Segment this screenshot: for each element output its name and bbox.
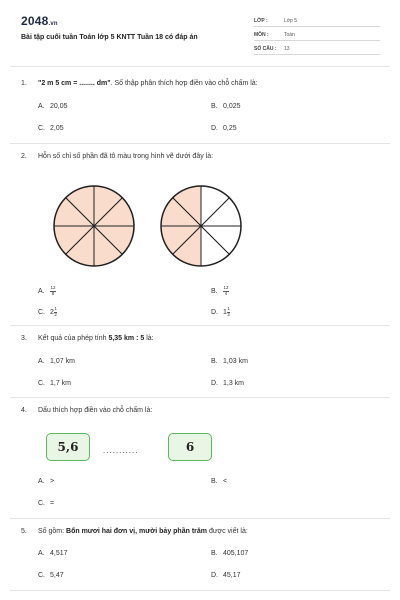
question-number: 1. [21,80,27,87]
worksheet-header [0,0,400,62]
option-c[interactable] [38,125,64,132]
option-letter: A. [38,478,45,485]
option-text: 20,05 [50,103,68,110]
option-text: 1,03 km [223,358,248,365]
option-letter: D. [211,125,218,132]
option-text: 1,07 km [50,358,75,365]
question-text: Số gồm: [38,528,67,535]
option-letter: D. [211,572,218,579]
question-3-stem [21,335,154,342]
logo-suffix: .vn [48,21,58,27]
site-logo[interactable] [21,14,58,28]
header-divider [10,66,390,67]
option-letter: C. [38,308,45,316]
option-letter: C. [38,572,45,579]
option-a[interactable] [38,286,56,296]
option-a[interactable] [38,550,68,557]
option-letter: B. [211,478,218,485]
option-letter: A. [38,550,45,557]
question-number: 5. [21,528,27,535]
option-text: 4,517 [50,550,68,557]
option-d[interactable] [211,307,230,317]
option-letter: C. [38,500,45,507]
meta-label: SỐ CÂU : [254,46,277,52]
option-letter: B. [211,287,218,295]
question-number: 4. [21,407,27,414]
option-b[interactable] [211,478,227,485]
question-2-stem [21,153,213,160]
logo-text: 2048 [21,14,49,28]
option-text: > [50,478,55,485]
option-letter: D. [211,380,218,387]
option-d[interactable] [211,125,237,132]
option-letter: B. [211,358,218,365]
option-letter: B. [211,550,218,557]
fraction-numerator: 1 [54,306,57,311]
option-letter: D. [211,308,218,316]
question-number: 3. [21,335,27,342]
option-a[interactable] [38,478,54,485]
fraction [223,286,229,296]
option-letter: B. [211,103,218,110]
circle-right [161,186,241,266]
option-b[interactable] [211,550,248,557]
fraction-numerator: 12 [50,285,56,290]
meta-row-subject [254,28,380,41]
option-text: 1,7 km [50,380,72,387]
option-b[interactable] [211,286,229,296]
option-text: 405,107 [223,550,249,557]
option-text: 1,3 km [223,380,245,387]
page-title: Bài tập cuối tuần Toán lớp 5 KNTT Tuần 18 có đáp án [21,34,198,41]
fraction [54,307,58,317]
option-c[interactable] [38,572,64,579]
meta-row-class [254,14,380,27]
option-a[interactable] [38,103,68,110]
fraction-numerator: 12 [223,285,229,290]
question-5-stem [21,528,248,535]
meta-value: Toán [284,32,295,38]
question-divider [10,518,390,519]
question-divider [10,397,390,398]
compare-right-box: 6 [168,433,212,461]
option-text: 2,05 [50,125,64,132]
option-letter: C. [38,125,45,132]
fraction-circles-figure [48,180,258,270]
option-c[interactable] [38,307,57,317]
option-text: 0,025 [223,103,241,110]
question-text: . Số thập phân thích hợp điền vào chỗ chấm là: [110,80,258,87]
option-b[interactable] [211,103,241,110]
option-c[interactable] [38,500,54,507]
fraction [227,307,231,317]
question-number: 2. [21,153,27,160]
question-divider [10,325,390,326]
fraction-denominator: 8 [51,290,55,296]
question-text: Kết quả của phép tính [38,335,109,342]
fraction [50,286,56,296]
option-letter: A. [38,103,45,110]
question-text: là: [144,335,154,342]
option-text: = [50,500,55,507]
question-1-stem [21,80,258,87]
meta-label: LỚP : [254,18,268,24]
option-d[interactable] [211,572,241,579]
meta-value: Lớp 5 [284,18,298,24]
option-d[interactable] [211,380,244,387]
option-letter: A. [38,358,45,365]
option-a[interactable] [38,358,75,365]
comparison-blank: ........... [103,446,139,455]
option-letter: A. [38,287,45,295]
fraction-denominator: 2 [54,311,57,317]
question-4-stem [21,407,152,414]
option-c[interactable] [38,380,71,387]
option-text: < [223,478,228,485]
meta-row-count [254,42,380,55]
fraction-numerator: 1 [227,306,230,311]
question-emphasis: "2 m 5 cm = ........ dm" [38,80,111,87]
mixed-whole: 1 [223,308,227,316]
option-text: 5,47 [50,572,64,579]
fraction-denominator: 2 [227,311,230,317]
option-text: 0,25 [223,125,237,132]
meta-value: 13 [284,46,290,52]
option-b[interactable] [211,358,248,365]
fraction-denominator: 4 [224,290,228,296]
question-divider [10,590,390,591]
question-text: Hỗn số chỉ số phần đã tô màu trong hình vẽ dưới đây là: [38,153,214,160]
meta-label: MÔN : [254,32,269,38]
option-text: 45,17 [223,572,241,579]
compare-left-box: 5,6 [46,433,90,461]
question-text: được viết là: [207,528,248,535]
question-emphasis: 5,35 km : 5 [108,335,145,342]
circle-left [54,186,134,266]
option-letter: C. [38,380,45,387]
question-emphasis: Bốn mươi hai đơn vị, mười bảy phần trăm [66,528,207,535]
question-text: Dấu thích hợp điền vào chỗ chấm là: [38,407,153,414]
mixed-whole: 2 [50,308,54,316]
question-divider [10,143,390,144]
